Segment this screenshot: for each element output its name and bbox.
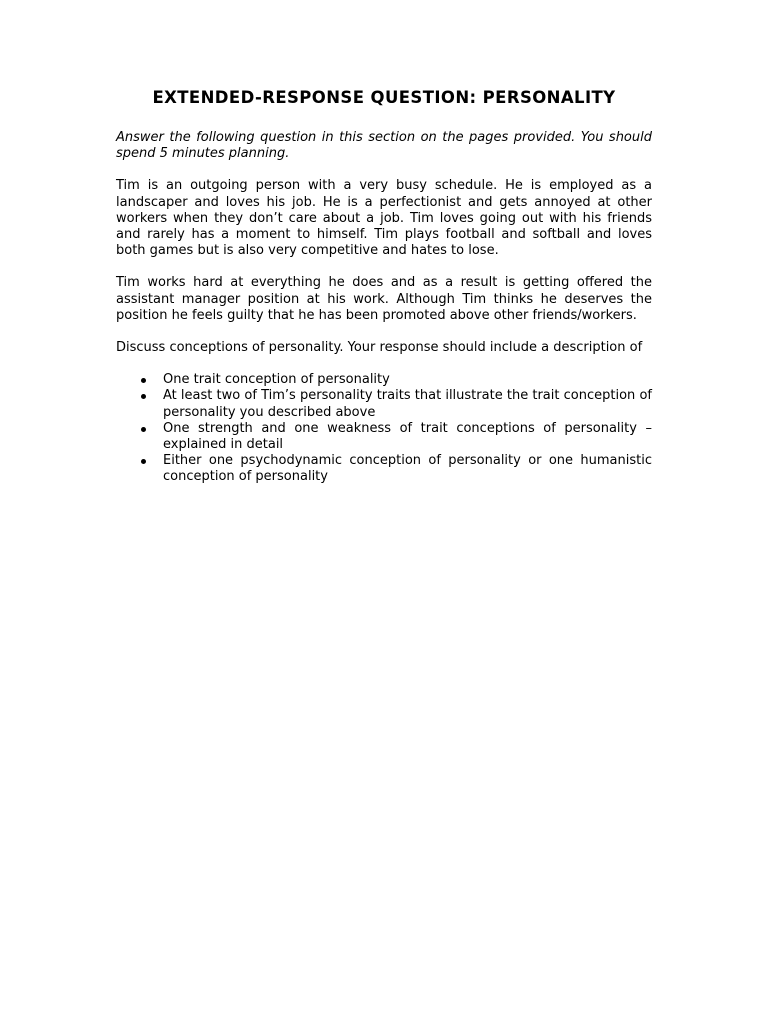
list-item-text: One strength and one weakness of trait conceptions of personality – explained in detail [163,420,652,453]
document-title: EXTENDED-RESPONSE QUESTION: PERSONALITY [152,88,616,107]
document-page [116,88,652,486]
list-item [116,372,652,388]
list-item [116,388,652,420]
scenario-paragraph-1: Tim is an outgoing person with a very busy schedule. He is employed as a landscaper and loves his job. He is a perfectionist and gets annoyed at other workers when they don’t care about a job. Tim loves going out with his friends and rarely has a moment to himself. Tim plays football and softball and loves both games but is also very competitive and hates to lose. [116,178,652,259]
scenario-paragraph-2: Tim works hard at everything he does and as a result is getting offered the assistant manager position at his work. Although Tim thinks he deserves the position he feels guilty that he has been promoted above other friends/workers. [116,275,652,323]
list-item [116,453,652,485]
bullet-icon [141,453,151,464]
bullet-icon [141,421,151,432]
task-paragraph: Discuss conceptions of personality. Your response should include a description of [116,340,643,356]
list-item [116,421,652,453]
instructions-text: Answer the following question in this section on the pages provided. You should spend 5 minutes planning. [116,130,652,162]
bullet-icon [141,372,151,383]
requirements-list [116,372,652,485]
list-item-text: One trait conception of personality [163,372,390,388]
list-item-text: At least two of Tim’s personality traits that illustrate the trait conception of personality you described above [163,388,652,420]
list-item-text: Either one psychodynamic conception of personality or one humanistic conception of personality [163,453,652,485]
bullet-icon [141,388,151,399]
